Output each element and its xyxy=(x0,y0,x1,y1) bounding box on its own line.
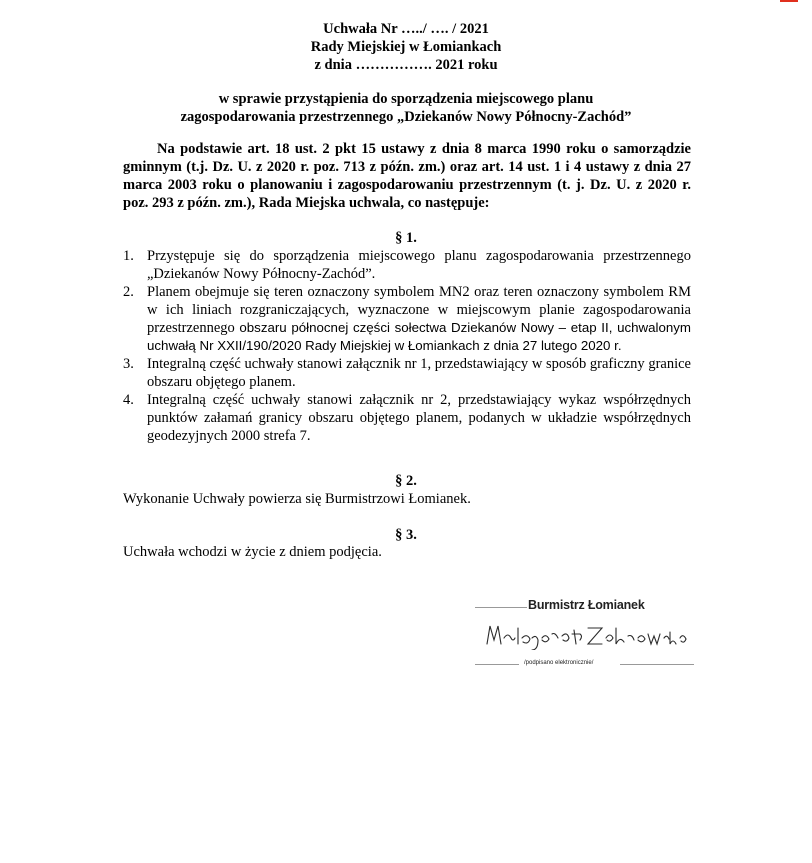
item-number: 2. xyxy=(123,284,134,300)
signature-rule xyxy=(475,664,519,665)
handwritten-signature xyxy=(484,620,694,650)
list-item xyxy=(123,283,691,355)
signature-rule xyxy=(620,664,694,665)
item-text: Planem obejmuje się teren oznaczony symbolem MN2 oraz teren oznaczony symbolem RM w ich liniach rozgraniczających, wyznaczone w miejscowym planie zagospodarowania przestrzennego xyxy=(147,284,691,336)
resolution-subject xyxy=(0,90,812,126)
list-item xyxy=(123,247,691,283)
item-text: Integralną część uchwały stanowi załącznik nr 2, przedstawiający wykaz współrzędnych punktów załamań granicy obszaru objętego planem, podanych w układzie współrzędnych geodezyjnych 2000 strefa 7. xyxy=(147,392,691,444)
item-text: Przystępuje się do sporządzenia miejscowego planu zagospodarowania przestrzennego „Dziekanów Nowy Północny-Zachód”. xyxy=(147,248,691,282)
item-text-continued: obszaru północnej części sołectwa Dziekanów Nowy – etap II, uchwalonym uchwałą Nr XXII/190/2020 Rady Miejskiej w Łomiankach z dnia 27 lutego 2020 r. xyxy=(147,320,691,353)
item-number: 3. xyxy=(123,356,134,372)
section-3-text: Uchwała wchodzi w życie z dniem podjęcia. xyxy=(123,544,382,560)
subject-line-2: zagospodarowania przestrzennego „Dziekanów Nowy Północny-Zachód” xyxy=(180,109,632,125)
section-2-title: § 2. xyxy=(395,473,417,489)
preamble: Na podstawie art. 18 ust. 2 pkt 15 ustawy z dnia 8 marca 1990 roku o samorządzie gminnym (t.j. Dz. U. z 2020 r. poz. 713 z późn. zm.) oraz art. 14 ust. 1 i 4 ustawy z dnia 27 marca 2003 roku o planowaniu i zagospodarowaniu przestrzennym (t. j. Dz. U. z 2020 r. poz. 293 z późn. zm.), Rada Miejska uchwala, co następuje: xyxy=(123,141,691,211)
subject-line-1: w sprawie przystąpienia do sporządzenia miejscowego planu xyxy=(218,91,594,107)
section-2-text: Wykonanie Uchwały powierza się Burmistrzowi Łomianek. xyxy=(123,491,471,507)
resolution-header xyxy=(0,20,812,74)
item-text: Integralną część uchwały stanowi załącznik nr 1, przedstawiający w sposób graficzny granice obszaru objętego planem. xyxy=(147,356,691,390)
corner-mark xyxy=(780,0,798,2)
item-number: 4. xyxy=(123,392,134,408)
signature-title: Burmistrz Łomianek xyxy=(528,598,645,612)
signature-rule xyxy=(475,607,527,608)
list-item xyxy=(123,391,691,445)
council-name: Rady Miejskiej w Łomiankach xyxy=(310,39,502,55)
section-1-title: § 1. xyxy=(395,230,417,246)
signature-block xyxy=(470,596,696,676)
section-3-title: § 3. xyxy=(395,527,417,543)
list-item xyxy=(123,355,691,391)
resolution-date: z dnia ……………. 2021 roku xyxy=(314,57,498,73)
section-1-list xyxy=(123,247,691,445)
resolution-number: Uchwała Nr …../ …. / 2021 xyxy=(323,21,489,37)
signature-note: /podpisano elektronicznie/ xyxy=(524,660,594,666)
item-number: 1. xyxy=(123,248,134,264)
